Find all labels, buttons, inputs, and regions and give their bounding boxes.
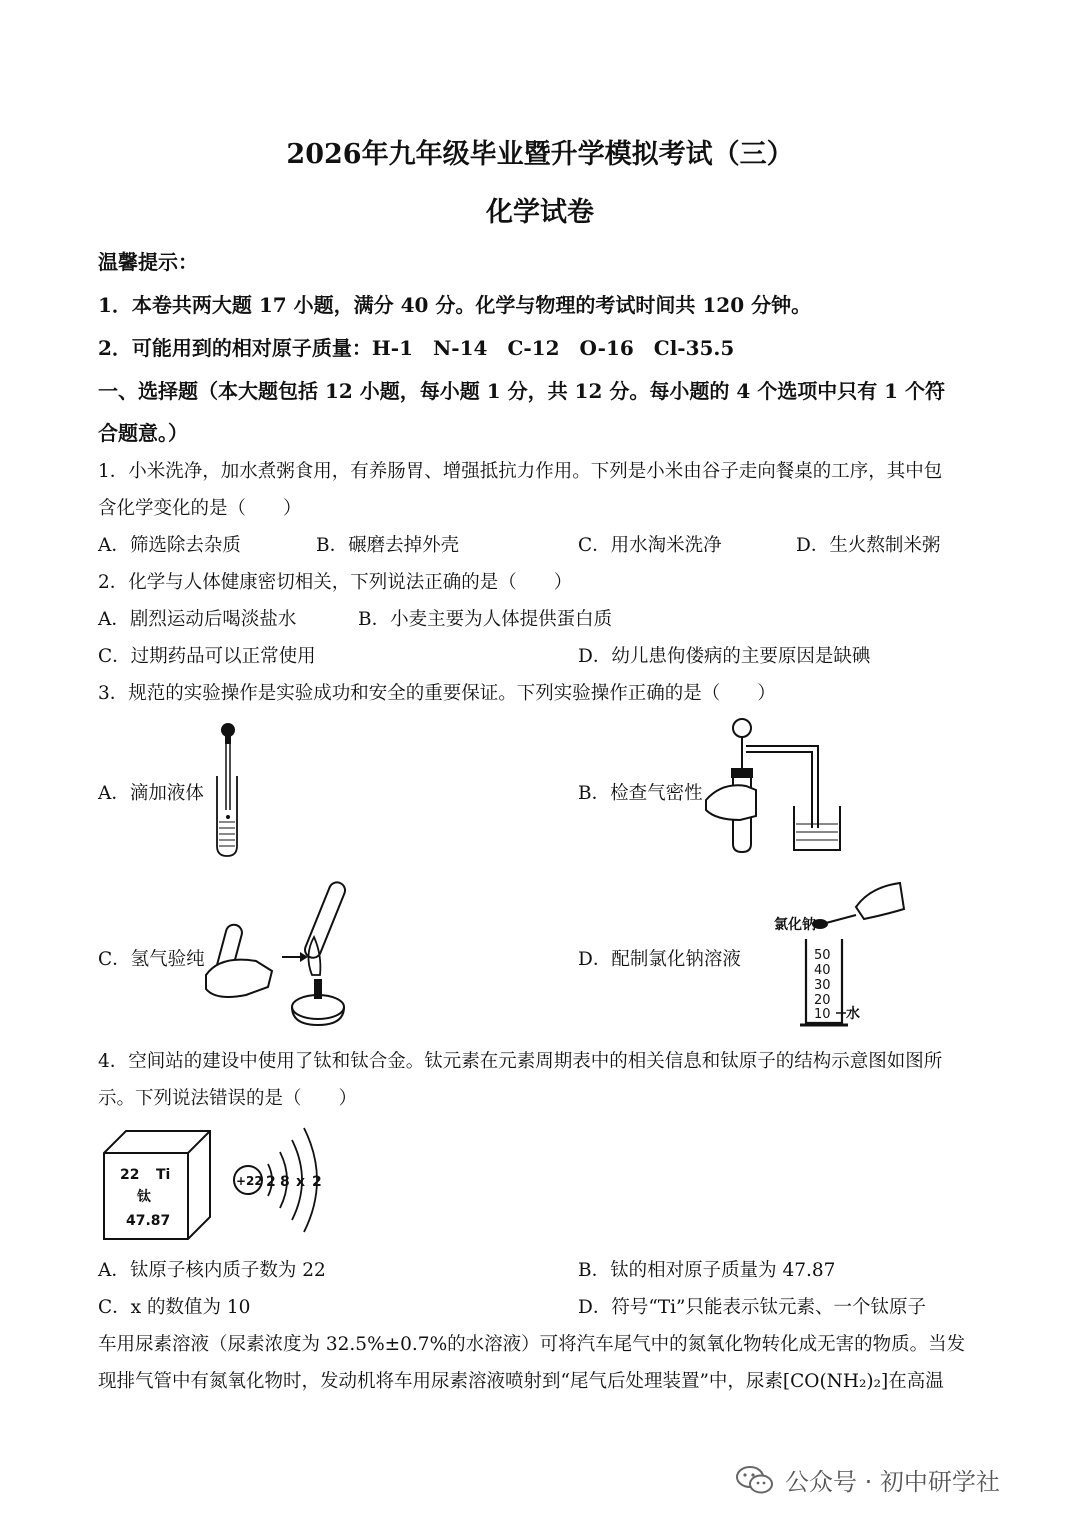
section-heading-line-1: 一、选择题（本大题包括 12 小题，每小题 1 分，共 12 分。每小题的 4 个选项中只有 1 个符: [98, 379, 946, 403]
q1-option-c: C．用水淘米洗净: [578, 535, 722, 556]
q2-stem: 2．化学与人体健康密切相关，下列说法正确的是（ ）: [98, 572, 573, 593]
section-heading-line-2: 合题意。）: [98, 421, 188, 445]
element-number: 22: [120, 1167, 140, 1183]
airtightness-check-figure: [700, 716, 850, 856]
q2-option-b: B．小麦主要为人体提供蛋白质: [358, 609, 613, 630]
q4-option-b: B．钛的相对原子质量为 47.87: [578, 1260, 836, 1281]
wechat-icon: [735, 1464, 775, 1496]
q3-option-c: C．氢气验纯: [98, 949, 205, 970]
q4-option-d: D．符号“Ti”只能表示钛元素、一个钛原子: [578, 1297, 927, 1318]
tips-line-1: 1．本卷共两大题 17 小题，满分 40 分。化学与物理的考试时间共 120 分钟。: [98, 293, 812, 317]
atom-shell-2: 8: [280, 1174, 290, 1190]
atom-shell-1: 2: [266, 1174, 276, 1190]
q1-option-d: D．生火熬制米粥: [796, 535, 941, 556]
watermark: [735, 1462, 1000, 1497]
tick-40: 40: [814, 963, 831, 978]
q1-stem-line-2: 含化学变化的是（ ）: [98, 498, 302, 519]
watermark-text: 公众号 · 初中研学社: [785, 1468, 1000, 1496]
tick-20: 20: [814, 993, 831, 1008]
tick-50: 50: [814, 948, 831, 963]
nacl-solution-figure: [760, 875, 920, 1035]
q1-option-a: A．筛选除去杂质: [98, 535, 241, 556]
q4-stem-line-1: 4．空间站的建设中使用了钛和钛合金。钛元素在元素周期表中的相关信息和钛原子的结构示意图如图所: [98, 1051, 943, 1072]
element-symbol: Ti: [156, 1167, 171, 1183]
atom-nucleus-charge: +22: [236, 1174, 263, 1188]
atom-shell-4: 2: [312, 1174, 322, 1190]
q3-option-b: B．检查气密性: [578, 783, 703, 804]
label-water: 水: [846, 1006, 860, 1022]
element-name: 钛: [137, 1189, 151, 1205]
q3-option-d: D．配制氯化钠溶液: [578, 949, 741, 970]
tips-heading: 温馨提示：: [98, 250, 198, 274]
passage-line-2: 现排气管中有氮氧化物时，发动机将车用尿素溶液喷射到“尾气后处理装置”中，尿素[CO(NH₂)₂]在高温: [98, 1371, 944, 1392]
q4-stem-line-2: 示。下列说法错误的是（ ）: [98, 1088, 358, 1109]
q2-option-c: C．过期药品可以正常使用: [98, 646, 316, 667]
exam-subtitle: 化学试卷: [486, 197, 594, 228]
element-mass: 47.87: [126, 1213, 171, 1229]
dropper-test-tube-figure: [205, 718, 255, 858]
q2-option-d: D．幼儿患佝偻病的主要原因是缺碘: [578, 646, 871, 667]
atom-shell-3: x: [296, 1174, 306, 1190]
q2-option-a: A．剧烈运动后喝淡盐水: [98, 609, 297, 630]
q4-option-c: C．x 的数值为 10: [98, 1297, 251, 1318]
q1-stem-line-1: 1．小米洗净，加水煮粥食用，有养肠胃、增强抵抗力作用。下列是小米由谷子走向餐桌的工序，其中包: [98, 461, 943, 482]
q3-stem: 3．规范的实验操作是实验成功和安全的重要保证。下列实验操作正确的是（ ）: [98, 683, 776, 704]
label-sodium-chloride: 氯化钠: [774, 917, 816, 933]
q3-option-a: A．滴加液体: [98, 783, 204, 804]
passage-line-1: 车用尿素溶液（尿素浓度为 32.5%±0.7%的水溶液）可将汽车尾气中的氮氧化物转化成无害的物质。当发: [98, 1334, 966, 1355]
atom-structure-figure: [228, 1120, 338, 1240]
tick-10: 10: [814, 1007, 831, 1022]
q1-option-b: B．碾磨去掉外壳: [316, 535, 460, 556]
q4-option-a: A．钛原子核内质子数为 22: [98, 1260, 326, 1281]
tips-line-2: 2．可能用到的相对原子质量：H-1 N-14 C-12 O-16 Cl-35.5: [98, 336, 735, 360]
tick-30: 30: [814, 978, 831, 993]
element-cell-figure: [100, 1125, 215, 1245]
exam-title: 2026年九年级毕业暨升学模拟考试（三）: [286, 139, 794, 170]
hydrogen-purity-test-figure: [200, 875, 360, 1030]
